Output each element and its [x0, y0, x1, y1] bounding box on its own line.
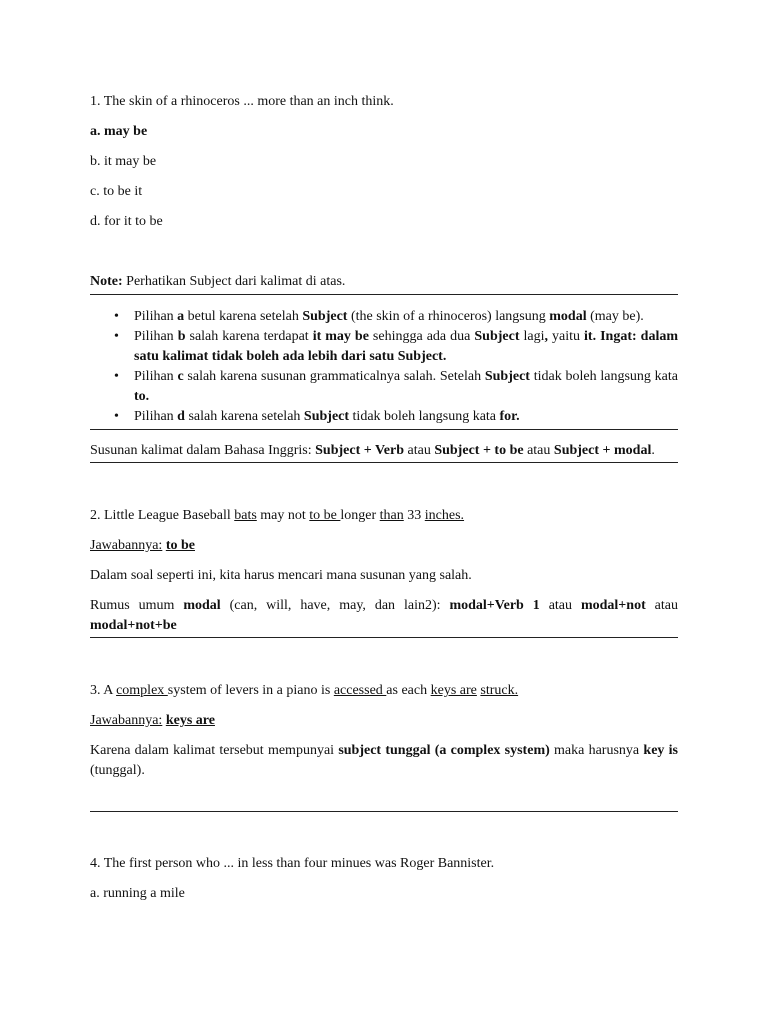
option-1a-text: a. may be: [90, 124, 148, 139]
explanation-2: Dalam soal seperti ini, kita harus mencari mana susunan yang salah.: [90, 568, 472, 583]
question-1: 1. The skin of a rhinoceros ... more than an inch think.: [90, 94, 394, 109]
divider: [90, 811, 678, 812]
question-3: 3. A complex system of levers in a piano is accessed as each keys are struck.: [90, 683, 519, 698]
answer-value: keys are: [165, 713, 215, 728]
question-4: 4. The first person who ... in less than four minues was Roger Bannister.: [90, 856, 495, 871]
option-4a: a. running a mile: [90, 886, 185, 901]
bullet-icon: •: [114, 329, 119, 344]
divider: [90, 637, 678, 638]
question-2: 2. Little League Baseball bats may not to be longer than 33 inches.: [90, 508, 465, 523]
answer-label: Jawabannya:: [90, 538, 163, 553]
note-label: Note:: [90, 274, 123, 289]
list-item: • Pilihan b salah karena terdapat it may be sehingga ada dua Subject lagi, yaitu it. Ingat: dalam satu kalimat tidak boleh ada lebih dari satu Subject.: [114, 329, 678, 364]
answer-2: [90, 536, 678, 556]
list-item: • Pilihan c salah karena susunan grammaticalnya salah. Setelah Subject tidak boleh langsung kata to.: [114, 369, 678, 404]
list-item: • Pilihan a betul karena setelah Subject (the skin of a rhinoceros) langsung modal (may be).: [134, 307, 678, 327]
divider: [90, 429, 678, 430]
bullet-icon: •: [114, 409, 119, 424]
option-1b: b. it may be: [90, 154, 157, 169]
bullet-icon: •: [114, 309, 119, 324]
formula-2: Rumus umum modal (can, will, have, may, dan lain2): modal+Verb 1 atau modal+not atau modal+not+be: [90, 598, 678, 633]
answer-3: [90, 711, 678, 731]
answer-value: to be: [165, 538, 195, 553]
list-item: • Pilihan d salah karena setelah Subject tidak boleh langsung kata for.: [134, 407, 678, 427]
note-line: [90, 272, 678, 292]
explanation-3: Karena dalam kalimat tersebut mempunyai subject tunggal (a complex system) maka harusnya key is (tunggal).: [90, 743, 679, 778]
note-text: Perhatikan Subject dari kalimat di atas.: [122, 274, 346, 289]
explanation-list: [90, 307, 678, 427]
option-1d: d. for it to be: [90, 214, 163, 229]
sentence-structure: Susunan kalimat dalam Bahasa Inggris: Subject + Verb atau Subject + to be atau Subject + modal.: [90, 443, 655, 458]
divider: [90, 294, 678, 295]
bullet-icon: •: [114, 369, 119, 384]
divider: [90, 462, 678, 463]
option-1a: [90, 122, 678, 142]
document-page: [90, 92, 678, 904]
option-1c: c. to be it: [90, 184, 143, 199]
answer-label: Jawabannya:: [90, 713, 163, 728]
